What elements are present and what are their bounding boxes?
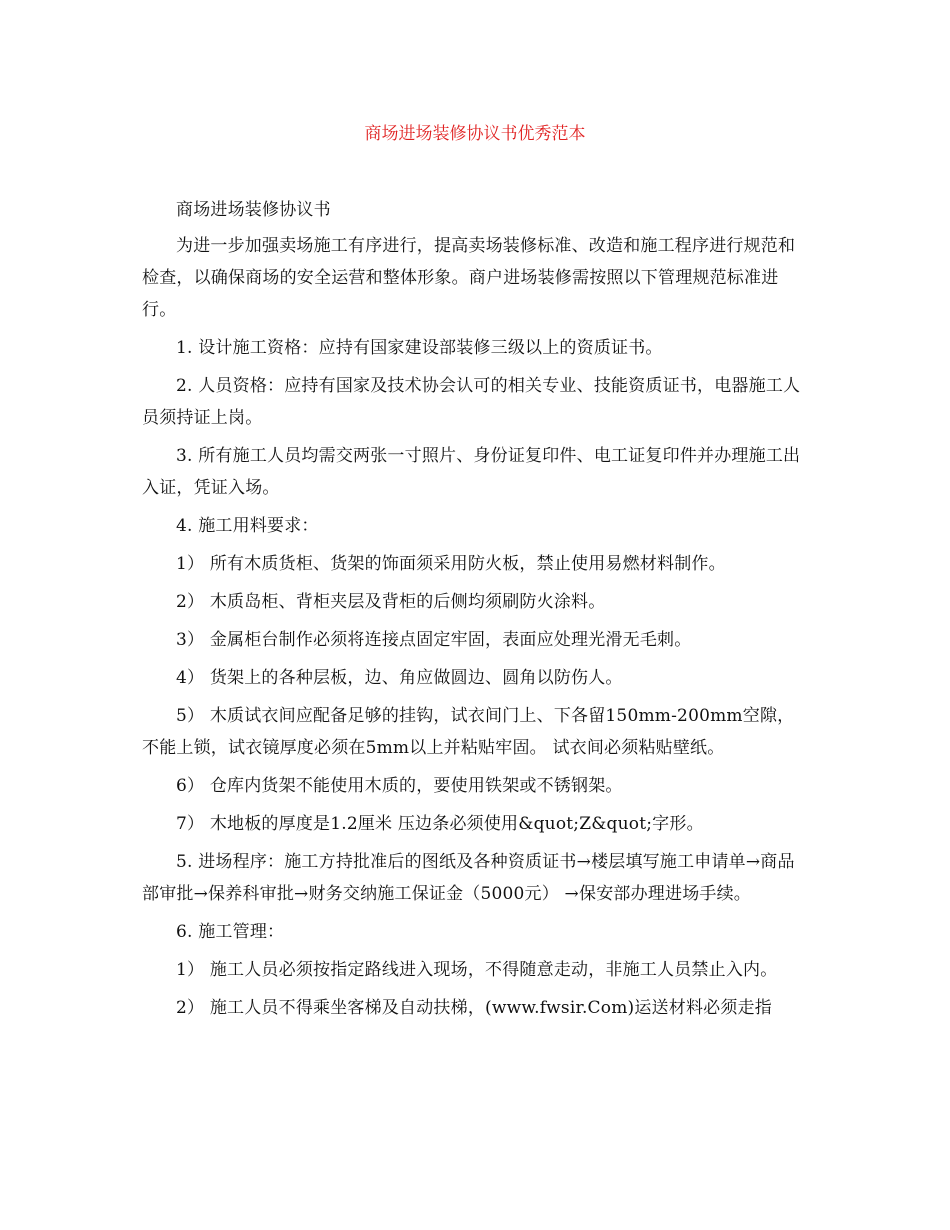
document-body <box>142 194 808 1030</box>
item-2-personnel-qualification: 2. 人员资格：应持有国家及技术协会认可的相关专业、技能资质证书，电器施工人员须持证上岗。 <box>142 376 801 428</box>
material-rule-1: 1） 所有木质货柜、货架的饰面须采用防火板，禁止使用易燃材料制作。 <box>176 554 726 574</box>
material-rule-5: 5） 木质试衣间应配备足够的挂钩，试衣间门上、下各留150mm-200mm空隙，不能上锁，试衣镜厚度必须在5mm以上并粘贴牢固。 试衣间必须粘贴壁纸。 <box>142 706 795 758</box>
agreement-heading: 商场进场装修协议书 <box>176 200 331 220</box>
management-rule-1: 1） 施工人员必须按指定路线进入现场，不得随意走动，非施工人员禁止入内。 <box>176 960 778 980</box>
item-1-design-qualification: 1. 设计施工资格：应持有国家建设部装修三级以上的资质证书。 <box>176 338 663 358</box>
item-6-management-heading: 6. 施工管理： <box>176 922 285 942</box>
item-4-materials-heading: 4. 施工用料要求： <box>176 516 319 536</box>
material-rule-4: 4） 货架上的各种层板，边、角应做圆边、圆角以防伤人。 <box>176 668 623 688</box>
item-5-entry-procedure: 5. 进场程序：施工方持批准后的图纸及各种资质证书→楼层填写施工申请单→商品部审批→保养科审批→财务交纳施工保证金（5000元） →保安部办理进场手续。 <box>142 852 795 904</box>
material-rule-6: 6） 仓库内货架不能使用木质的，要使用铁架或不锈钢架。 <box>176 776 623 796</box>
material-rule-2: 2） 木质岛柜、背柜夹层及背柜的后侧均须刷防火涂料。 <box>176 592 606 612</box>
material-rule-3: 3） 金属柜台制作必须将连接点固定牢固，表面应处理光滑无毛刺。 <box>176 630 692 650</box>
document-title: 商场进场装修协议书优秀范本 <box>364 124 586 144</box>
item-3-entry-pass: 3. 所有施工人员均需交两张一寸照片、身份证复印件、电工证复印件并办理施工出入证，凭证入场。 <box>142 446 801 498</box>
intro-paragraph: 为进一步加强卖场施工有序进行，提高卖场装修标准、改造和施工程序进行规范和检查，以确保商场的安全运营和整体形象。商户进场装修需按照以下管理规范标准进行。 <box>142 236 796 320</box>
material-rule-7: 7） 木地板的厚度是1.2厘米 压边条必须使用&quot;Z&quot;字形。 <box>176 814 704 834</box>
management-rule-2: 2） 施工人员不得乘坐客梯及自动扶梯，(www.fwsir.Com)运送材料必须走指 <box>176 998 772 1018</box>
